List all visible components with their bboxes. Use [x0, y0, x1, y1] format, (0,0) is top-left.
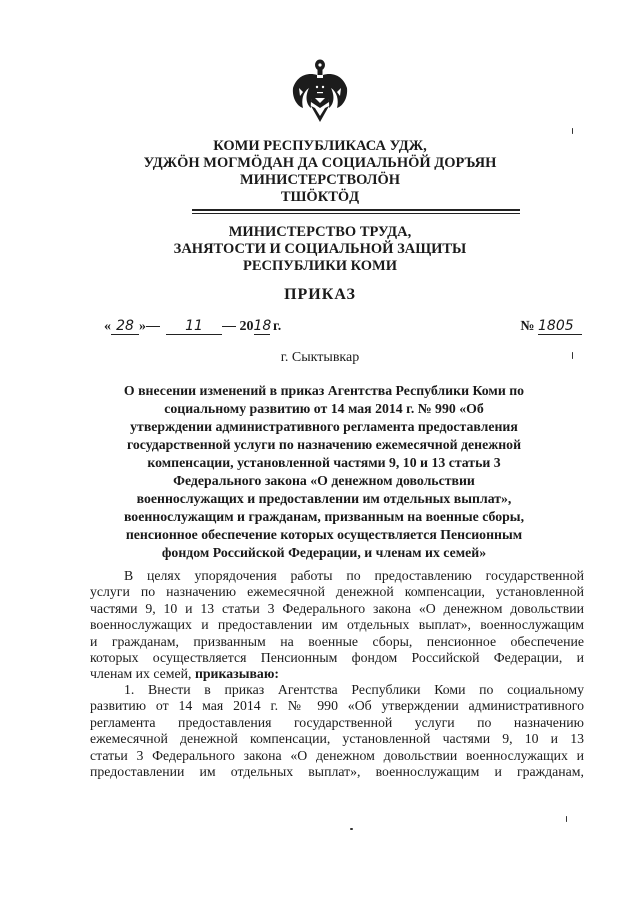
- body-line: военнослужащих и предоставлении им отдельных выплат», военнослужащим: [90, 617, 584, 633]
- date-year-handwritten: 18: [253, 318, 272, 334]
- body-line: частями 9, 10 и 13 статьи 3 Федерального закона «О денежном довольствии: [90, 600, 584, 616]
- date-year-unit: г.: [273, 319, 282, 334]
- body-line: статьи 3 Федерального закона «О денежном довольствии военнослужащих и: [90, 747, 584, 763]
- date-number-row: [104, 318, 594, 340]
- header-ru-line: РЕСПУБЛИКИ КОМИ: [242, 258, 398, 274]
- date-line: [146, 326, 160, 327]
- subject-line: О внесении изменений в приказ Агентства Республики Коми по: [123, 383, 525, 398]
- header-komi: [0, 138, 640, 206]
- subject-line: компенсации, установленной частями 9, 10 и 13 статьи 3: [147, 455, 501, 470]
- header-divider-thin: [192, 213, 520, 214]
- body-line: В целях упорядочения работы по предоставлению государственной: [124, 568, 584, 583]
- subject-line: военнослужащим и гражданам, призванным на военные сборы,: [123, 509, 525, 524]
- city-name: г. Сыктывкар: [280, 350, 360, 365]
- header-komi-line: ТШӦКТӦД: [280, 189, 360, 205]
- order-date: [104, 318, 281, 335]
- preamble-paragraph: [90, 568, 584, 683]
- subject-line: пенсионное обеспечение которых осуществляется Пенсионным: [125, 527, 523, 542]
- body-line: услуги по назначению ежемесячной денежной компенсации, установленной: [90, 584, 584, 600]
- header-russian: [0, 224, 640, 275]
- subject-line: социальному развитию от 14 мая 2014 г. № 990 «Об: [164, 401, 484, 416]
- order-word: приказываю:: [194, 666, 279, 682]
- body-line: регламента предоставления государственной услуги по назначению: [90, 714, 584, 730]
- scan-speck: [350, 828, 353, 830]
- subject-line: Федерального закона «О денежном довольствии: [173, 473, 475, 488]
- scan-speck: [566, 816, 567, 822]
- subject-line: фондом Российской Федерации, и членам их семей»: [161, 545, 487, 560]
- number-label: №: [520, 319, 535, 334]
- subject-line: государственной услуги по назначению ежемесячной денежной: [126, 437, 522, 452]
- scan-speck: [572, 352, 573, 359]
- body-line: предоставлении им отдельных выплат», военнослужащим и гражданам,: [90, 764, 584, 780]
- date-month-handwritten: 11: [166, 318, 222, 335]
- header-divider-thick: [192, 209, 520, 211]
- order-subject: [96, 382, 552, 562]
- subject-line: военнослужащих и предоставлении им отдельных выплат»,: [136, 491, 512, 506]
- order-number: [520, 318, 582, 335]
- item-1-paragraph: [90, 682, 584, 780]
- body-line: 1. Внести в приказ Агентства Республики Коми по социальному: [124, 682, 584, 697]
- document-title: ПРИКАЗ: [284, 286, 356, 303]
- date-day-handwritten: 28: [111, 318, 139, 335]
- date-open-quote: «: [104, 319, 111, 334]
- header-komi-line: КОМИ РЕСПУБЛИКАСА УДЖ,: [213, 138, 427, 154]
- header-ru-line: МИНИСТЕРСТВО ТРУДА,: [228, 224, 412, 240]
- body-line-text: членам их семей,: [90, 666, 192, 682]
- body-line: ежемесячной денежной компенсации, установленной частями 9, 10 и 13: [90, 731, 584, 747]
- date-line: [222, 326, 236, 327]
- komi-coat-of-arms-emblem: [291, 58, 349, 124]
- header-komi-line: МИНИСТЕРСТВОЛӦН: [239, 172, 401, 188]
- number-value-handwritten: 1805: [538, 318, 582, 335]
- date-year-prefix: 20: [239, 319, 254, 334]
- subject-line: утверждении административного регламента предоставления: [130, 419, 518, 434]
- scan-speck: [572, 128, 573, 134]
- body-line: и гражданам, призванным на военные сборы, пенсионное обеспечение: [90, 633, 584, 649]
- body-line: которых осуществляется Пенсионным фондом Российской Федерации, и: [90, 650, 584, 666]
- body-line: развитию от 14 мая 2014 г. № 990 «Об утверждении административного: [90, 698, 584, 714]
- header-ru-line: ЗАНЯТОСТИ И СОЦИАЛЬНОЙ ЗАЩИТЫ: [173, 241, 467, 257]
- header-komi-line: УДЖӦН МОГМӦДАН ДА СОЦИАЛЬНӦЙ ДОРЪЯН: [143, 155, 497, 171]
- date-close-quote: »: [139, 319, 146, 334]
- body-line: [90, 666, 584, 682]
